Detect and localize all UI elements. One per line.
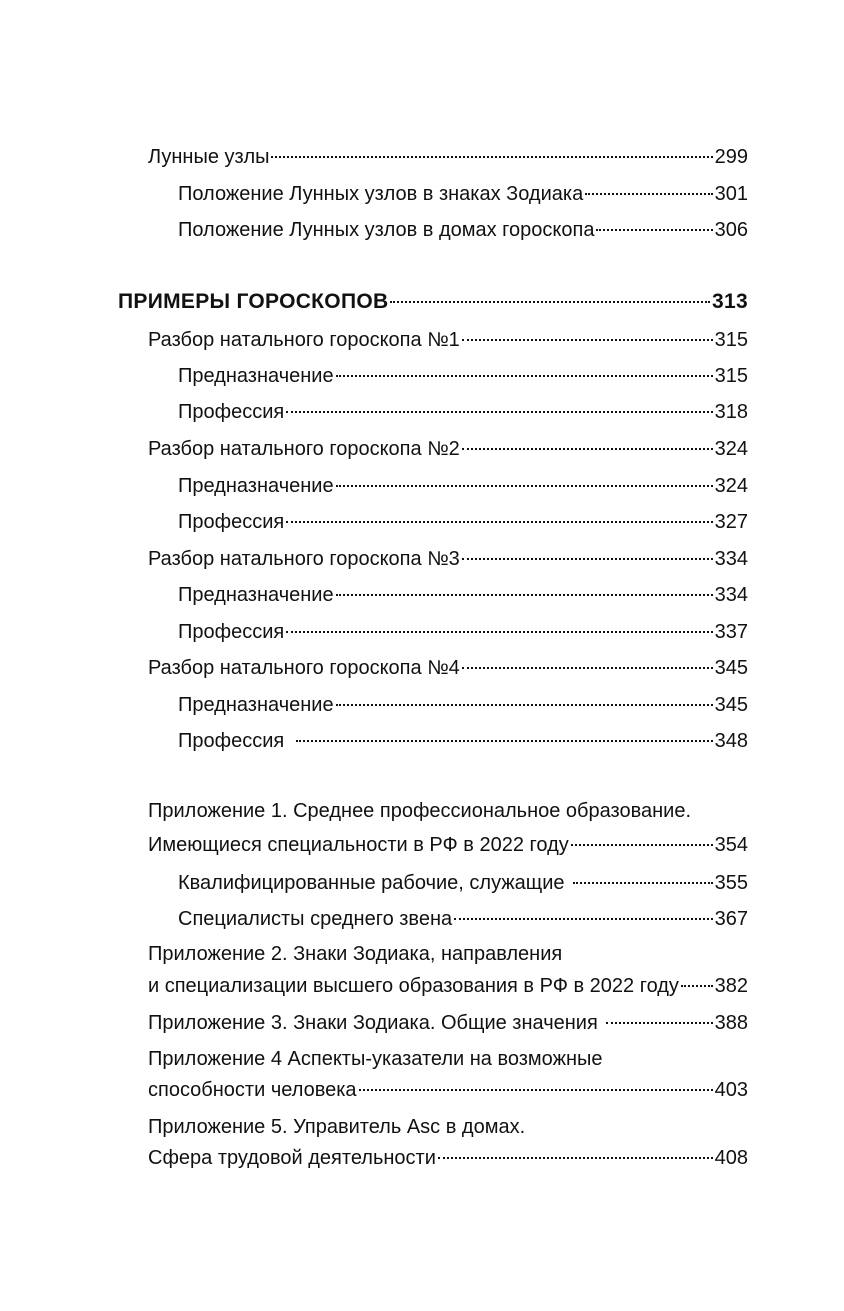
toc-appendix-5[interactable]: [148, 1144, 748, 1172]
dot-leader: [286, 521, 712, 523]
dot-leader: [296, 740, 712, 742]
dot-leader: [286, 411, 712, 413]
dot-leader: [438, 1157, 713, 1159]
dot-leader: [390, 301, 710, 303]
toc-entry-mid-level[interactable]: [178, 905, 748, 933]
dot-leader: [454, 918, 713, 920]
toc-page-number: 403: [714, 1079, 748, 1101]
toc-entry-h4-purpose[interactable]: [178, 691, 748, 719]
toc-entry-title: Профессия: [178, 621, 285, 643]
toc-page-number: 334: [714, 548, 748, 570]
toc-page-number: 318: [714, 401, 748, 423]
toc-entry-title: Предназначение: [178, 584, 334, 606]
toc-page-number: 301: [714, 183, 748, 205]
toc-entry-title: способности человека: [148, 1079, 357, 1101]
toc-entry-title: Специалисты среднего звена: [178, 908, 453, 930]
toc-entry-nodes-in-houses[interactable]: [178, 216, 748, 244]
dot-leader: [271, 156, 712, 158]
dot-leader: [462, 667, 713, 669]
toc-page-number: 299: [714, 146, 748, 168]
toc-page-number: 367: [714, 908, 748, 930]
toc-page-number: 337: [714, 621, 748, 643]
dot-leader: [571, 844, 713, 846]
toc-entry-h2-purpose[interactable]: [178, 472, 748, 500]
toc-entry-title: Разбор натального гороскопа №3: [148, 548, 460, 570]
toc-entry-title: Профессия: [178, 511, 285, 533]
toc-entry-title: Положение Лунных узлов в домах гороскопа: [178, 219, 595, 241]
toc-page-number: 313: [712, 290, 748, 313]
toc-section-title: ПРИМЕРЫ ГОРОСКОПОВ: [118, 290, 389, 313]
dot-leader: [286, 631, 712, 633]
toc-entry-title: Квалифицированные рабочие, служащие: [178, 872, 565, 894]
toc-appendix-2-line1[interactable]: Приложение 2. Знаки Зодиака, направления: [148, 943, 563, 965]
dot-leader: [462, 339, 713, 341]
toc-entry-title: Разбор натального гороскопа №1: [148, 329, 460, 351]
toc-appendix-1-line1[interactable]: Приложение 1. Среднее профессиональное образование.: [148, 800, 692, 822]
toc-appendix-5-line1[interactable]: Приложение 5. Управитель Asc в домах.: [148, 1116, 526, 1138]
toc-page-number: 315: [714, 329, 748, 351]
dot-leader: [585, 193, 712, 195]
toc-entry-title: Разбор натального гороскопа №4: [148, 657, 460, 679]
toc-page-number: 355: [714, 872, 748, 894]
toc-entry-title: Положение Лунных узлов в знаках Зодиака: [178, 183, 584, 205]
toc-entry-horoscope-1[interactable]: [148, 326, 748, 354]
dot-leader: [336, 594, 713, 596]
toc-entry-title: Предназначение: [178, 475, 334, 497]
toc-entry-title: Лунные узлы: [148, 146, 270, 168]
toc-entry-title: Предназначение: [178, 694, 334, 716]
toc-entry-title: Приложение 3. Знаки Зодиака. Общие значения: [148, 1012, 598, 1034]
dot-leader: [336, 704, 713, 706]
toc-entry-lunar-nodes[interactable]: [148, 143, 748, 171]
dot-leader: [336, 485, 713, 487]
toc-entry-title: Профессия: [178, 401, 285, 423]
toc-entry-horoscope-3[interactable]: [148, 545, 748, 573]
toc-entry-horoscope-4[interactable]: [148, 654, 748, 682]
toc-page-number: 345: [714, 694, 748, 716]
toc-page-number: 348: [714, 730, 748, 752]
dot-leader: [462, 558, 713, 560]
dot-leader: [336, 375, 713, 377]
toc-entry-h4-profession[interactable]: [178, 727, 748, 755]
toc-page-number: 306: [714, 219, 748, 241]
toc-entry-title: Профессия: [178, 730, 285, 752]
toc-entry-title: Разбор натального гороскопа №2: [148, 438, 460, 460]
toc-page-number: 315: [714, 365, 748, 387]
toc-appendix-3[interactable]: [148, 1009, 748, 1037]
toc-entry-h1-profession[interactable]: [178, 398, 748, 426]
toc-appendix-4-line1[interactable]: Приложение 4 Аспекты-указатели на возможные: [148, 1048, 603, 1070]
toc-page-number: 382: [714, 975, 748, 997]
toc-page-number: 354: [714, 834, 748, 856]
dot-leader: [573, 882, 713, 884]
toc-section-examples[interactable]: [118, 288, 748, 316]
toc-page-number: 334: [714, 584, 748, 606]
toc-page-number: 345: [714, 657, 748, 679]
toc-page-number: 408: [714, 1147, 748, 1169]
toc-entry-nodes-in-signs[interactable]: [178, 180, 748, 208]
toc-entry-title: Сфера трудовой деятельности: [148, 1147, 436, 1169]
toc-page-number: 388: [714, 1012, 748, 1034]
toc-entry-title: и специализации высшего образования в РФ в 2022 году: [148, 975, 679, 997]
dot-leader: [596, 229, 712, 231]
toc-entry-horoscope-2[interactable]: [148, 435, 748, 463]
dot-leader: [462, 448, 713, 450]
toc-appendix-2[interactable]: [148, 972, 748, 1000]
toc-entry-h1-purpose[interactable]: [178, 362, 748, 390]
toc-entry-title: Предназначение: [178, 365, 334, 387]
toc-appendix-1[interactable]: [148, 831, 748, 859]
toc-entry-h2-profession[interactable]: [178, 508, 748, 536]
toc-appendix-4[interactable]: [148, 1076, 748, 1104]
toc-entry-title: Имеющиеся специальности в РФ в 2022 году: [148, 834, 569, 856]
dot-leader: [359, 1089, 713, 1091]
toc-page-number: 324: [714, 475, 748, 497]
toc-entry-skilled-workers[interactable]: [178, 869, 748, 897]
toc-entry-h3-purpose[interactable]: [178, 581, 748, 609]
toc-page-number: 324: [714, 438, 748, 460]
toc-entry-h3-profession[interactable]: [178, 618, 748, 646]
toc-page-number: 327: [714, 511, 748, 533]
dot-leader: [681, 985, 713, 987]
dot-leader: [606, 1022, 713, 1024]
